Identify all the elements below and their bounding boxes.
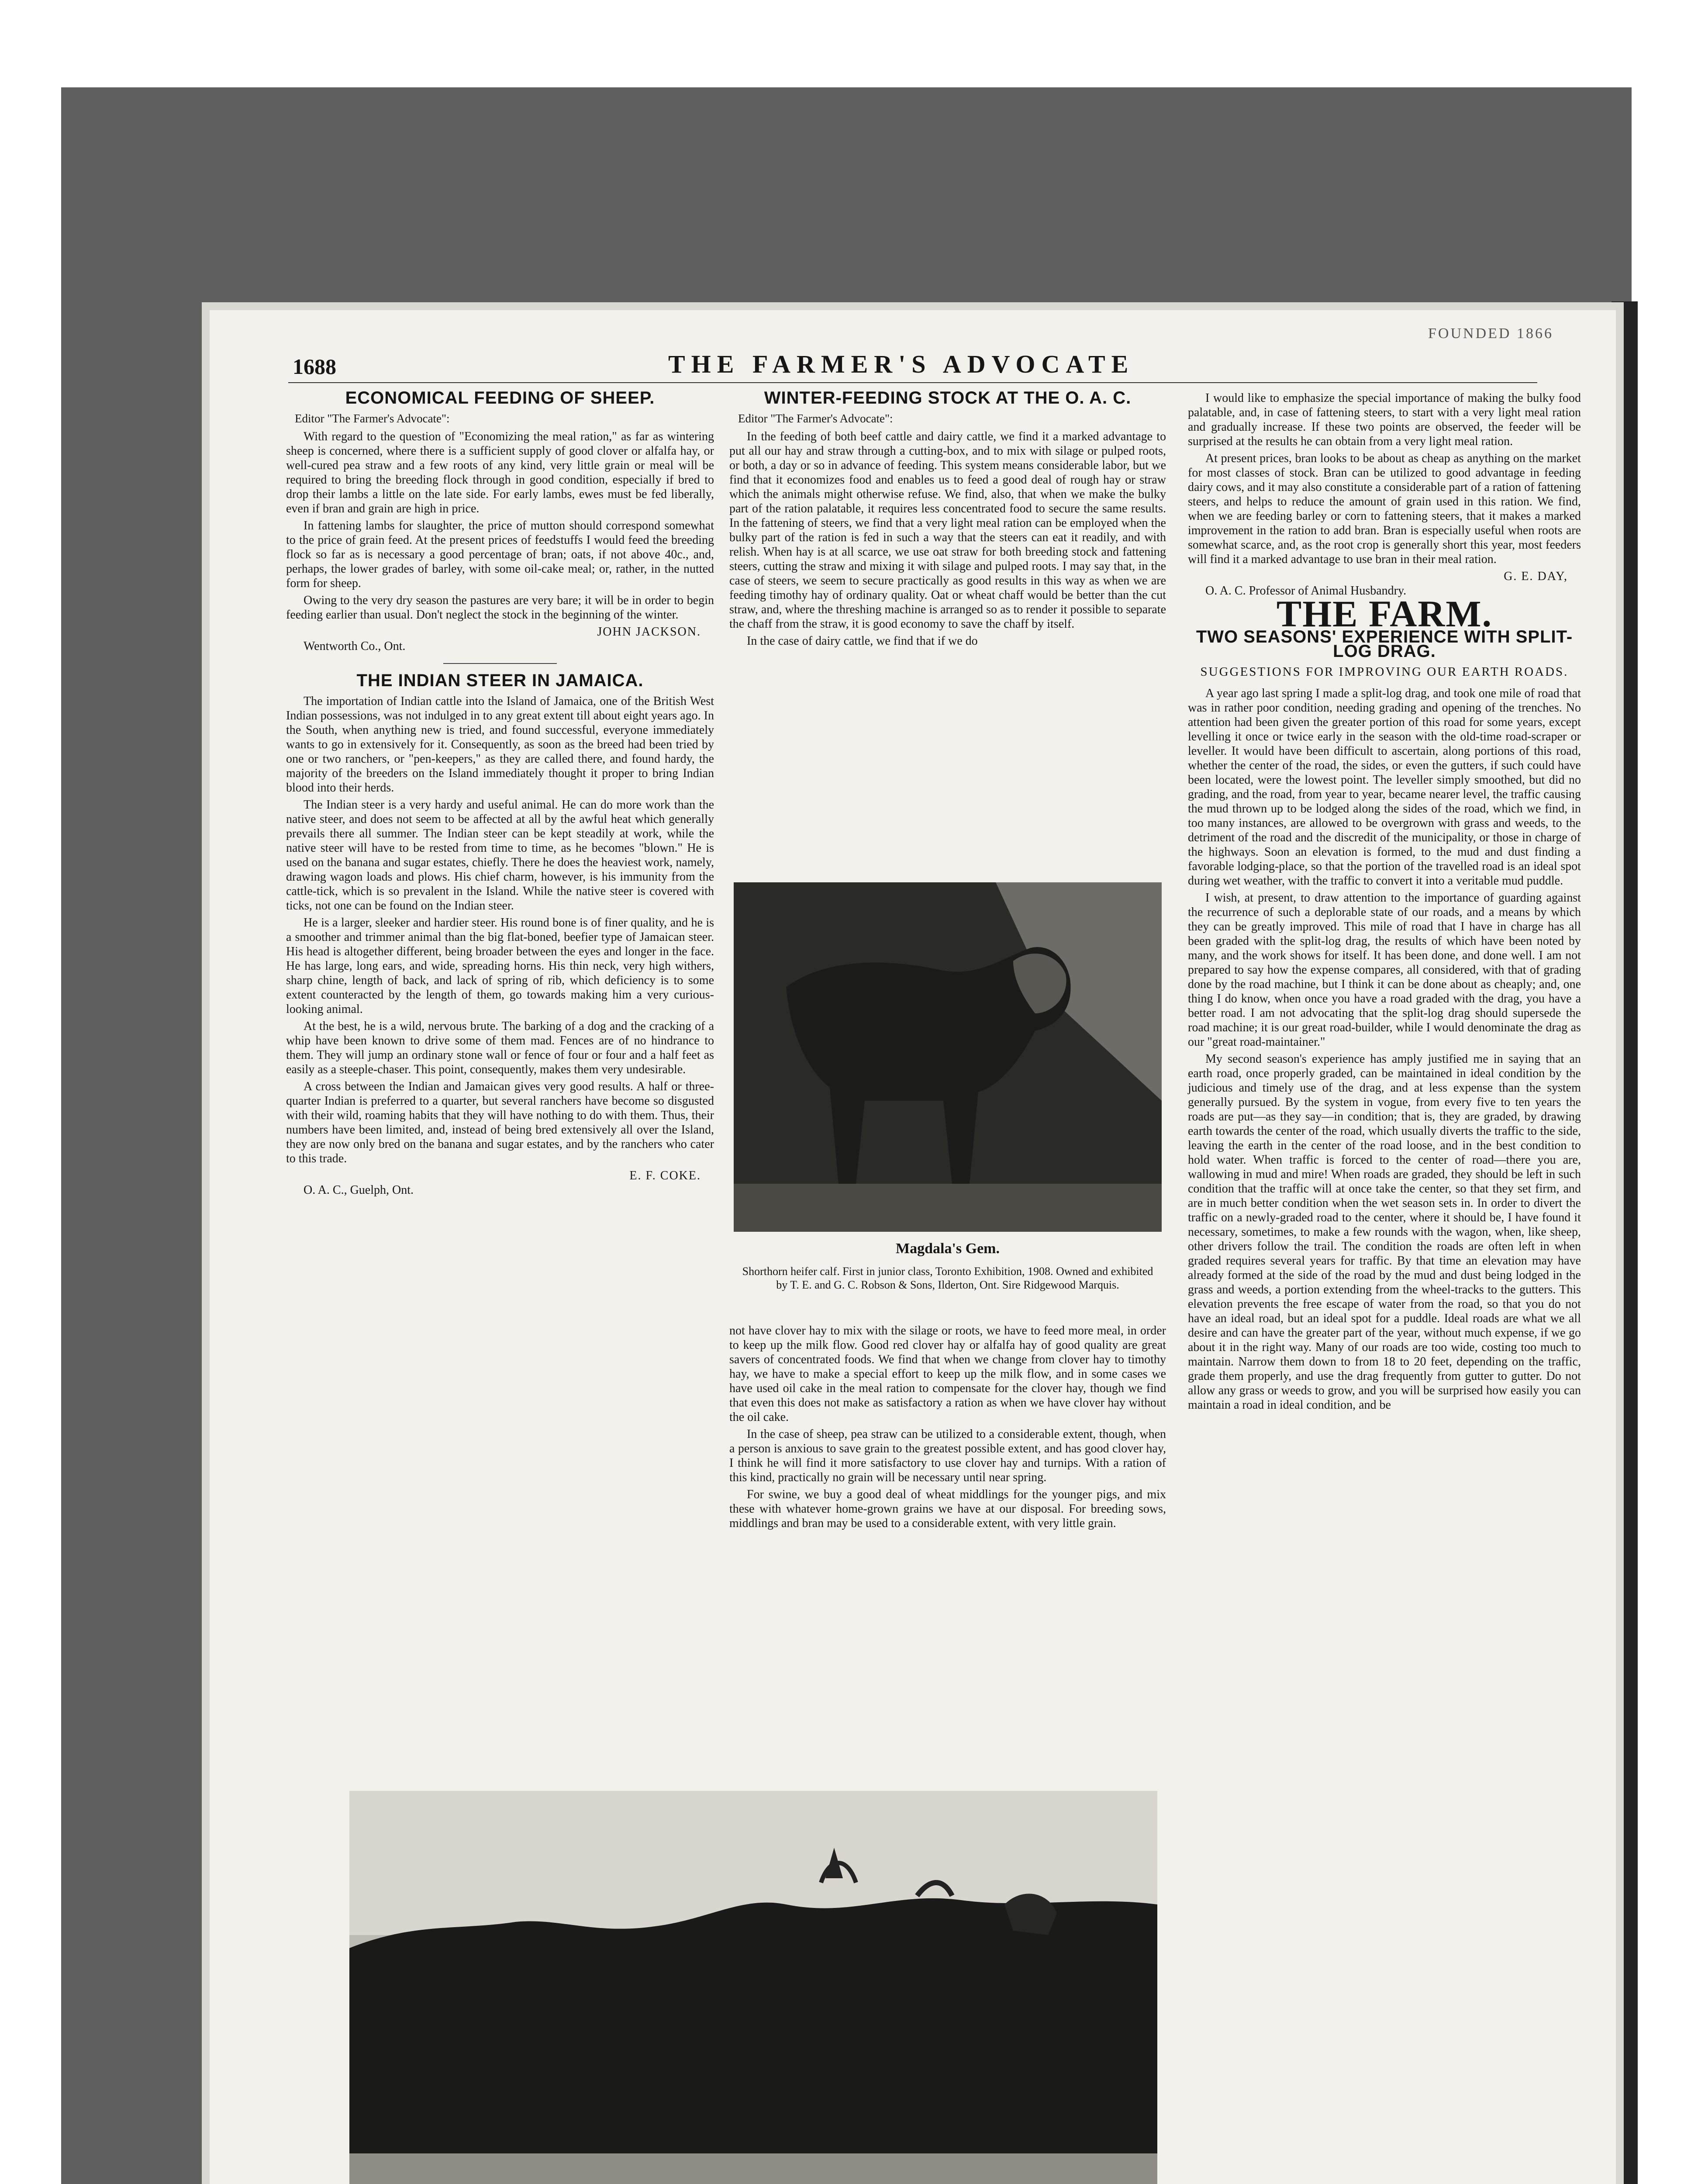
- column-2-continued: [729, 1324, 1166, 1533]
- winter-feeding-title: WINTER-FEEDING STOCK AT THE O. A. C.: [764, 388, 1132, 408]
- winter-feeding-paragraph: not have clover hay to mix with the silage or roots, we have to feed more meal, in order to keep up the milk flow. Good red clover hay or alfalfa hay of good quality are great savers of concentrated foods. We find that when we change from clover hay to timothy hay, we have to make a special effort to keep up the milk flow, and in some cases we have used oil cake in the meal ration to compensate for the clover hay, though we find that even this does not make as satisfactory a ration as when we have clover hay without the oil cake.: [729, 1324, 1166, 1424]
- winter-feeding-paragraph: In the case of sheep, pea straw can be utilized to a considerable extent, though, when a person is anxious to save grain to the greatest possible extent, and has good clover hay, I think he will find it more satisfactory to use clover hay and turnips. With a ration of this kind, practically no grain will be necessary until near spring.: [729, 1427, 1166, 1484]
- steers-photo-image: [349, 1791, 1157, 2184]
- sheep-paragraph: In fattening lambs for slaughter, the price of mutton should correspond somewhat to the price of grain feed. At the present prices of feedstuffs I would feed the breeding flock so far as is necessary a good percentage of bran; oats, if not above 40c., and, perhaps, the lower grades of barley, with some oil-cake meal; or, rather, in the nutted form for sheep.: [286, 519, 714, 590]
- heifer-photo: [734, 882, 1162, 1232]
- column-2: [729, 388, 1166, 651]
- scan-border-top: [0, 0, 1684, 87]
- sheep-article-title: ECONOMICAL FEEDING OF SHEEP.: [345, 388, 655, 408]
- drag-article-title: TWO SEASONS' EXPERIENCE WITH SPLIT-LOG DRAG.: [1196, 627, 1573, 661]
- winter-feeding-paragraph: In the feeding of both beef cattle and dairy cattle, we find it a marked advantage to put all our hay and straw through a cutting-box, and to mix with silage or pulped roots, or both, a day or so in advance of feeding. This system means considerable labor, but we find that it economizes food and enables us to feed a good deal of rough hay or straw which the animals might otherwise refuse. We find, also, that when we make the bulky part of the ration palatable, it requires less concentrated food to secure the same results. In the fattening of steers, we find that a very light meal ration can be employed when the bulky part of the ration is fed in such a way that the steers can eat it readily, and with relish. When hay is at all scarce, we use oat straw for both breeding stock and fattening steers, cutting the straw and mixing it with silage and pulped roots. I may say that, in the case of steers, we seem to secure practically as good results in this way as when we are feeding timothy hay of ordinary quality. Oat or wheat chaff would be better than the cut straw, and, where the threshing machine is arranged so as to render it possible to separate the chaff from the straw, it is good economy to save the chaff by itself.: [729, 430, 1166, 631]
- drag-paragraph: A year ago last spring I made a split-log drag, and took one mile of road that was in rather poor condition, needing grading and opening of the trenches. No attention had been given the greater portion of this road for some years, except levelling it once or twice early in the season with the old-time road-scraper or leveller. It would have been difficult to ascertain, along portions of this road, whether the center of the road, the sides, or even the gutters, if such could have been located, were the lowest point. The leveller simply smoothed, but did no grading, and the road, from year to year, became nearer level, the traffic causing the mud thrown up to be lodged along the sides of the road, which we find, in too many instances, are allowed to be overgrown with grass and weeds, to the detriment of the road and the discredit of the municipality, or those in charge of the highways. Soon an elevation is formed, to the mud and dust finding a favorable lodging-place, so that the portion of the travelled road is an ideal spot during wet weather, with the traffic to convert it into a veritable mud puddle.: [1188, 687, 1581, 888]
- sheep-editor-line: Editor "The Farmer's Advocate":: [295, 412, 450, 425]
- winter-feeding-paragraph: For swine, we buy a good deal of wheat middlings for the younger pigs, and mix these with whatever home-grown grains we have at our disposal. For breeding sows, middlings and bran may be used to a considerable extent, with very little grain.: [729, 1488, 1166, 1530]
- scan-border-left: [0, 0, 61, 2184]
- steer-signature: E. F. COKE.: [629, 1169, 701, 1182]
- steer-paragraph: At the best, he is a wild, nervous brute. The barking of a dog and the cracking of a whip have been known to drive some of them mad. Fences are of no hindrance to them. They will jump an ordinary stone wall or fence of four or four and a half feet as easily as a steeple-chaser. This point, consequently, makes them very undesirable.: [286, 1019, 714, 1076]
- header-rule: [288, 382, 1537, 383]
- founded-line: FOUNDED 1866: [1428, 325, 1553, 342]
- section-heading-the-farm: THE FARM.: [1276, 593, 1493, 635]
- winter-feeding-editor-line: Editor "The Farmer's Advocate":: [738, 412, 893, 425]
- masthead: THE FARMER'S ADVOCATE: [668, 350, 1135, 378]
- column-1: [286, 388, 714, 1203]
- steer-paragraph: The Indian steer is a very hardy and useful animal. He can do more work than the native steer, and does not seem to be affected at all by the awful heat which generally prevails there all summer. The Indian steer can be kept steadily at work, while the native steer will have to be rested from time to time, as he becomes "blown." He is used on the banana and sugar estates, chiefly. There he does the heaviest work, namely, drawing wagon loads and plows. His chief charm, however, is his immunity from the cattle-tick, which is so prevalent in the Island. While the native steer is covered with ticks, not one can be found on the Indian steer.: [286, 798, 714, 912]
- day-paragraph: I would like to emphasize the special importance of making the bulky food palatable, and, in case of fattening steers, to start with a very light meal ration and gradually increase. If these two points are observed, the feeder will be surprised at the results he can obtain from a very light meal ration.: [1188, 391, 1581, 448]
- sheep-paragraph: With regard to the question of "Economizing the meal ration," as far as wintering sheep is concerned, where there is a sufficient supply of good clover or alfalfa hay, or well-cured pea straw and a few roots of any kind, very little grain or meal will be required to bring the breeding flock through in good condition, especially if bred to drop their lambs a little on the late side. For early lambs, ewes must be fed liberally, even if bran and grain are high in price.: [286, 430, 714, 515]
- scan-border-right: [1632, 0, 1684, 2184]
- sheep-locality: Wentworth Co., Ont.: [304, 639, 406, 653]
- newspaper-page: [210, 310, 1616, 2184]
- article-divider: [443, 663, 557, 664]
- day-paragraph: At present prices, bran looks to be about as cheap as anything on the market for most classes of stock. Bran can be utilized to good advantage in feeding dairy cows, and it may also constitute a considerable part of a ration of fattening steers, and helps to reduce the amount of grain used in this ration. We find, when we are feeding barley or corn to fattening steers, that it makes a marked improvement in the ration to add bran. Bran is especially useful when roots are somewhat scarce, and, as the root crop is generally short this year, most feeders will find it a marked advantage to use bran in their meal ration.: [1188, 452, 1581, 566]
- day-title-line: O. A. C. Professor of Animal Husbandry.: [1205, 584, 1407, 598]
- heifer-photo-title: Magdala's Gem.: [896, 1241, 1000, 1257]
- steers-photo: [349, 1791, 1157, 2184]
- steer-locality: O. A. C., Guelph, Ont.: [304, 1183, 414, 1197]
- winter-feeding-paragraph: In the case of dairy cattle, we find that if we do: [747, 634, 978, 648]
- page-number: 1688: [293, 354, 336, 379]
- steer-paragraph: He is a larger, sleeker and hardier steer. His round bone is of finer quality, and he is a smoother and trimmer animal than the big flat-boned, beefier type of Jamaican steer. His head is altogether different, being broader between the eyes and longer in the face. He has large, long ears, and wide, spreading horns. His thin neck, very high withers, sharp chine, length of back, and lack of spring of rib, which deficiency is to some extent counteracted by the length of them, go towards making him a very curious-looking animal.: [286, 916, 714, 1016]
- heifer-photo-caption: Shorthorn heifer calf. First in junior class, Toronto Exhibition, 1908. Owned and exhibited by T. E. and G. C. Robson & Sons, Ilderton, Ont. Sire Ridgewood Marquis.: [742, 1265, 1153, 1291]
- drag-paragraph: My second season's experience has amply justified me in saying that an earth road, once properly graded, can be maintained in ideal condition by the judicious and timely use of the drag, and at less expense than the system generally pursued. By the system in vogue, from every five to ten years the roads are put—as they say—in condition; that is, they are graded, by drawing earth towards the center of the road, which usually diverts the traffic to the side, leaving the earth in the center of the road loose, and in the best condition to hold water. When traffic is forced to the center of road—there you are, wallowing in mud and mire! When roads are graded, they should be left in such condition that the traffic will at once take the center, so that they set firm, and are in much better condition when the wet season sets in. In order to divert the traffic on a newly-graded road to the center, where it should be, I have found it necessary, sometimes, to make a few rounds with the wagon, when, like sheep, other drivers follow the trail. The condition the roads are often left in when graded requires several years for traffic. By that time an elevation may have already formed at the side of the road by the mud and dust being lodged in the grass and weeds, a portion extending from the wheel-tracks to the gutters. This elevation prevents the free escape of water from the road, so that you do not have an ideal road, but an ideal spot for a puddle. Ideal roads are what we all desire and can have the greater part of the year, without much expense, if we go about it in the right way. Many of our roads are too wide, costing too much to maintain. Narrow them down to from 18 to 20 feet, depending on the traffic, grade them properly, and use the drag frequently from gutter to gutter. Do not allow any grass or weeds to grow, and you will be surprised how easily you can maintain a road in ideal condition, and be: [1188, 1052, 1581, 1412]
- steer-paragraph: A cross between the Indian and Jamaican gives very good results. A half or three-quarter Indian is preferred to a quarter, but several ranchers have become so disgusted with their wild, roaming habits that they will have nothing to do with them. Thus, their numbers have been limited, and, instead of being bred extensively all over the Island, they are now only bred on the banana and sugar estates, and by the ranchers who cater to this trade.: [286, 1080, 714, 1165]
- sheep-paragraph: Owing to the very dry season the pastures are very bare; it will be in order to begin feeding earlier than usual. Don't neglect the stock in the beginning of the winter.: [286, 594, 714, 622]
- drag-article-subtitle: SUGGESTIONS FOR IMPROVING OUR EARTH ROADS.: [1200, 665, 1569, 679]
- drag-paragraph: I wish, at present, to draw attention to the importance of guarding against the recurrence of such a deplorable state of our roads, and a means by which they can be greatly improved. This mile of road that I have in charge has all been graded with the split-log drag, the results of which have been noted by many, and the work shows for itself. It has been done, and done well. I am not prepared to say how the expense compares, all considered, with that of grading done by the road machine, but I think it can be done about as cheaply; and, one thing I do know, when once you have a road graded with the drag, you have a better road. I am not advocating that the split-log drag should supersede the road machine; it is our great road-builder, while I would denominate the drag as our "great road-maintainer.": [1188, 891, 1581, 1049]
- day-signature: G. E. DAY,: [1504, 570, 1568, 583]
- sheep-signature: JOHN JACKSON.: [597, 625, 701, 639]
- steer-article-title: THE INDIAN STEER IN JAMAICA.: [356, 671, 644, 690]
- column-3: [1188, 391, 1581, 1415]
- steer-paragraph: The importation of Indian cattle into the Island of Jamaica, one of the British West Indian possessions, was not indulged in to any great extent till about eight years ago. In the South, when anything new is tried, and found successful, everyone immediately wants to go in extensively for it. Consequently, as soon as the breed had been tried by one or two ranchers, or "pen-keepers," as they are called there, and found hardy, the majority of the breeders on the Island immediately thought it proper to bring Indian blood into their herds.: [286, 695, 714, 795]
- heifer-photo-image: [734, 882, 1162, 1232]
